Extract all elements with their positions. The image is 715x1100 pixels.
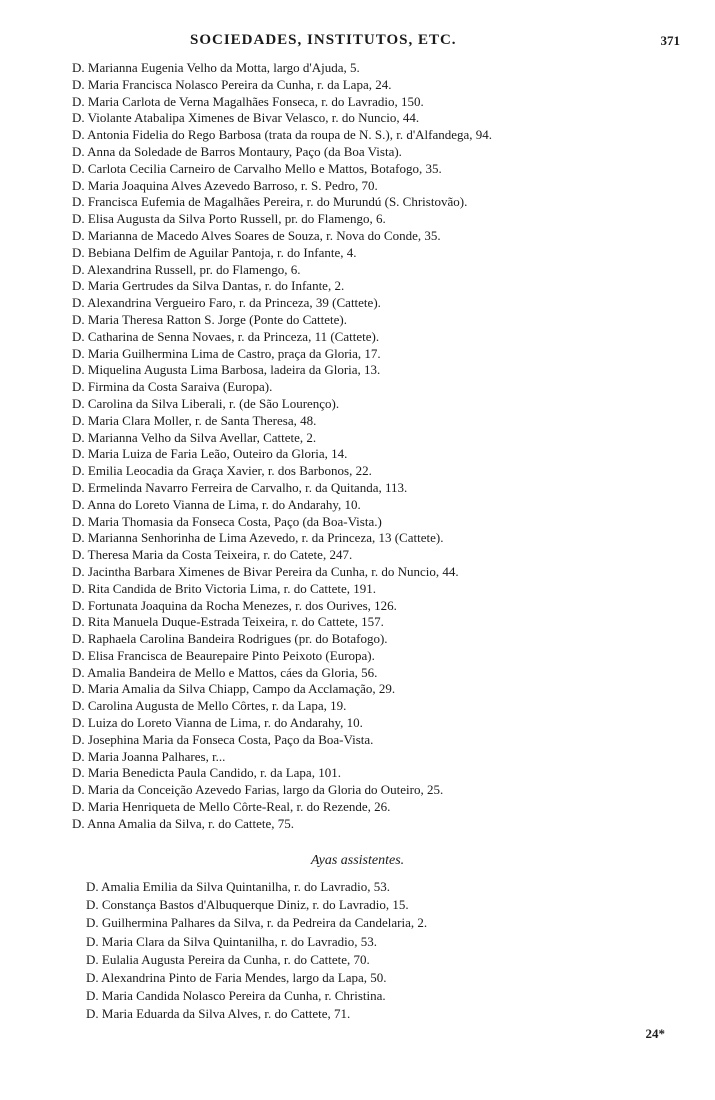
list-item: D. Maria Eduarda da Silva Alves, r. do Cattete, 71. bbox=[86, 1006, 351, 1022]
list-item: D. Maria Joaquina Alves Azevedo Barroso, r. S. Pedro, 70. bbox=[72, 177, 378, 193]
list-item: D. Maria Theresa Ratton S. Jorge (Ponte do Cattete). bbox=[72, 311, 347, 327]
list-item: D. Maria Benedicta Paula Candido, r. da Lapa, 101. bbox=[72, 765, 341, 781]
list-item: D. Violante Atabalipa Ximenes de Bivar Velasco, r. do Nuncio, 44. bbox=[72, 110, 420, 126]
list-item: D. Rita Candida de Brito Victoria Lima, r. do Cattete, 191. bbox=[72, 580, 377, 596]
list-item: D. Marianna Senhorinha de Lima Azevedo, r. da Princeza, 13 (Cattete). bbox=[72, 530, 444, 546]
list-item: D. Elisa Augusta da Silva Porto Russell, pr. do Flamengo, 6. bbox=[72, 211, 386, 227]
list-item: D. Catharina de Senna Novaes, r. da Princeza, 11 (Cattete). bbox=[72, 328, 380, 344]
section-heading: Ayas assistentes. bbox=[310, 853, 405, 868]
signature-mark: 24* bbox=[645, 1026, 665, 1041]
list-item: D. Maria Luiza de Faria Leão, Outeiro da Gloria, 14. bbox=[72, 446, 348, 462]
list-item: D. Carolina Augusta de Mello Côrtes, r. da Lapa, 19. bbox=[72, 698, 347, 714]
entry-list bbox=[72, 60, 692, 833]
list-item: D. Elisa Francisca de Beaurepaire Pinto Peixoto (Europa). bbox=[72, 647, 375, 663]
page-header bbox=[90, 30, 680, 54]
list-item: D. Antonia Fidelia do Rego Barbosa (trata da roupa de N. S.), r. d'Alfandega, 94. bbox=[72, 127, 493, 143]
list-item: D. Firmina da Costa Saraiva (Europa). bbox=[72, 379, 273, 395]
list-item: D. Rita Manuela Duque-Estrada Teixeira, r. do Cattete, 157. bbox=[72, 614, 384, 630]
list-item: D. Alexandrina Pinto de Faria Mendes, largo da Lapa, 50. bbox=[86, 970, 387, 986]
list-item: D. Francisca Eufemia de Magalhães Pereira, r. do Murundú (S. Christovão). bbox=[72, 194, 468, 210]
list-item: D. Constança Bastos d'Albuquerque Diniz, r. do Lavradio, 15. bbox=[86, 897, 409, 913]
list-item: D. Alexandrina Vergueiro Faro, r. da Princeza, 39 (Cattete). bbox=[72, 295, 381, 311]
list-item: D. Anna Amalia da Silva, r. do Cattete, 75. bbox=[72, 815, 295, 831]
list-item: D. Carlota Cecilia Carneiro de Carvalho Mello e Mattos, Botafogo, 35. bbox=[72, 160, 442, 176]
list-item: D. Theresa Maria da Costa Teixeira, r. do Catete, 247. bbox=[72, 547, 353, 563]
list-item: D. Luiza do Loreto Vianna de Lima, r. do Andarahy, 10. bbox=[72, 715, 363, 731]
list-item: D. Anna da Soledade de Barros Montaury, Paço (da Boa Vista). bbox=[72, 143, 402, 159]
list-item: D. Emilia Leocadia da Graça Xavier, r. dos Barbonos, 22. bbox=[72, 463, 372, 479]
list-item: D. Maria Clara da Silva Quintanilha, r. do Lavradio, 53. bbox=[86, 933, 377, 949]
list-item: D. Maria Clara Moller, r. de Santa Theresa, 48. bbox=[72, 412, 317, 428]
list-item: D. Maria Guilhermina Lima de Castro, praça da Gloria, 17. bbox=[72, 345, 381, 361]
page-number: 371 bbox=[660, 33, 680, 48]
list-item: D. Ermelinda Navarro Ferreira de Carvalho, r. da Quitanda, 113. bbox=[72, 479, 408, 495]
list-item: D. Guilhermina Palhares da Silva, r. da Pedreira da Candelaria, 2. bbox=[86, 915, 428, 931]
list-item: D. Maria Joanna Palhares, r... bbox=[72, 748, 226, 764]
list-item: D. Amalia Emilia da Silva Quintanilha, r. do Lavradio, 53. bbox=[86, 879, 390, 894]
list-item: D. Maria Candida Nolasco Pereira da Cunha, r. Christina. bbox=[86, 988, 386, 1004]
entry-list-assistants bbox=[86, 878, 686, 1024]
list-item: D. Maria Francisca Nolasco Pereira da Cunha, r. da Lapa, 24. bbox=[72, 76, 392, 92]
list-item: D. Marianna Velho da Silva Avellar, Cattete, 2. bbox=[72, 429, 317, 445]
list-item: D. Maria da Conceição Azevedo Farias, largo da Gloria do Outeiro, 25. bbox=[72, 782, 444, 798]
list-item: D. Alexandrina Russell, pr. do Flamengo, 6. bbox=[72, 261, 301, 277]
list-item: D. Bebiana Delfim de Aguilar Pantoja, r. do Infante, 4. bbox=[72, 244, 357, 260]
list-item: D. Raphaela Carolina Bandeira Rodrigues (pr. do Botafogo). bbox=[72, 631, 388, 647]
list-item: D. Miquelina Augusta Lima Barbosa, ladeira da Gloria, 13. bbox=[72, 362, 381, 378]
list-item: D. Maria Henriqueta de Mello Côrte-Real, r. do Rezende, 26. bbox=[72, 799, 391, 815]
list-item: D. Marianna de Macedo Alves Soares de Souza, r. Nova do Conde, 35. bbox=[72, 227, 441, 243]
list-item: D. Maria Thomasia da Fonseca Costa, Paço (da Boa-Vista.) bbox=[72, 513, 382, 529]
list-item: D. Fortunata Joaquina da Rocha Menezes, r. dos Ourives, 126. bbox=[72, 597, 397, 613]
list-item: D. Anna do Loreto Vianna de Lima, r. do Andarahy, 10. bbox=[72, 496, 361, 512]
list-item: D. Jacintha Barbara Ximenes de Bivar Pereira da Cunha, r. do Nuncio, 44. bbox=[72, 563, 459, 579]
list-item: D. Maria Carlota de Verna Magalhães Fonseca, r. do Lavradio, 150. bbox=[72, 93, 424, 109]
list-item: D. Carolina da Silva Liberali, r. (de São Lourenço). bbox=[72, 395, 340, 411]
list-item: D. Amalia Bandeira de Mello e Mattos, cáes da Gloria, 56. bbox=[72, 664, 378, 680]
list-item: D. Maria Gertrudes da Silva Dantas, r. do Infante, 2. bbox=[72, 278, 345, 294]
list-item: D. Marianna Eugenia Velho da Motta, largo d'Ajuda, 5. bbox=[72, 60, 360, 75]
running-head: SOCIEDADES, INSTITUTOS, ETC. bbox=[190, 32, 457, 48]
list-item: D. Maria Amalia da Silva Chiapp, Campo da Acclamação, 29. bbox=[72, 681, 396, 697]
list-item: D. Josephina Maria da Fonseca Costa, Paço da Boa-Vista. bbox=[72, 731, 374, 747]
list-item: D. Eulalia Augusta Pereira da Cunha, r. do Cattete, 70. bbox=[86, 951, 370, 967]
